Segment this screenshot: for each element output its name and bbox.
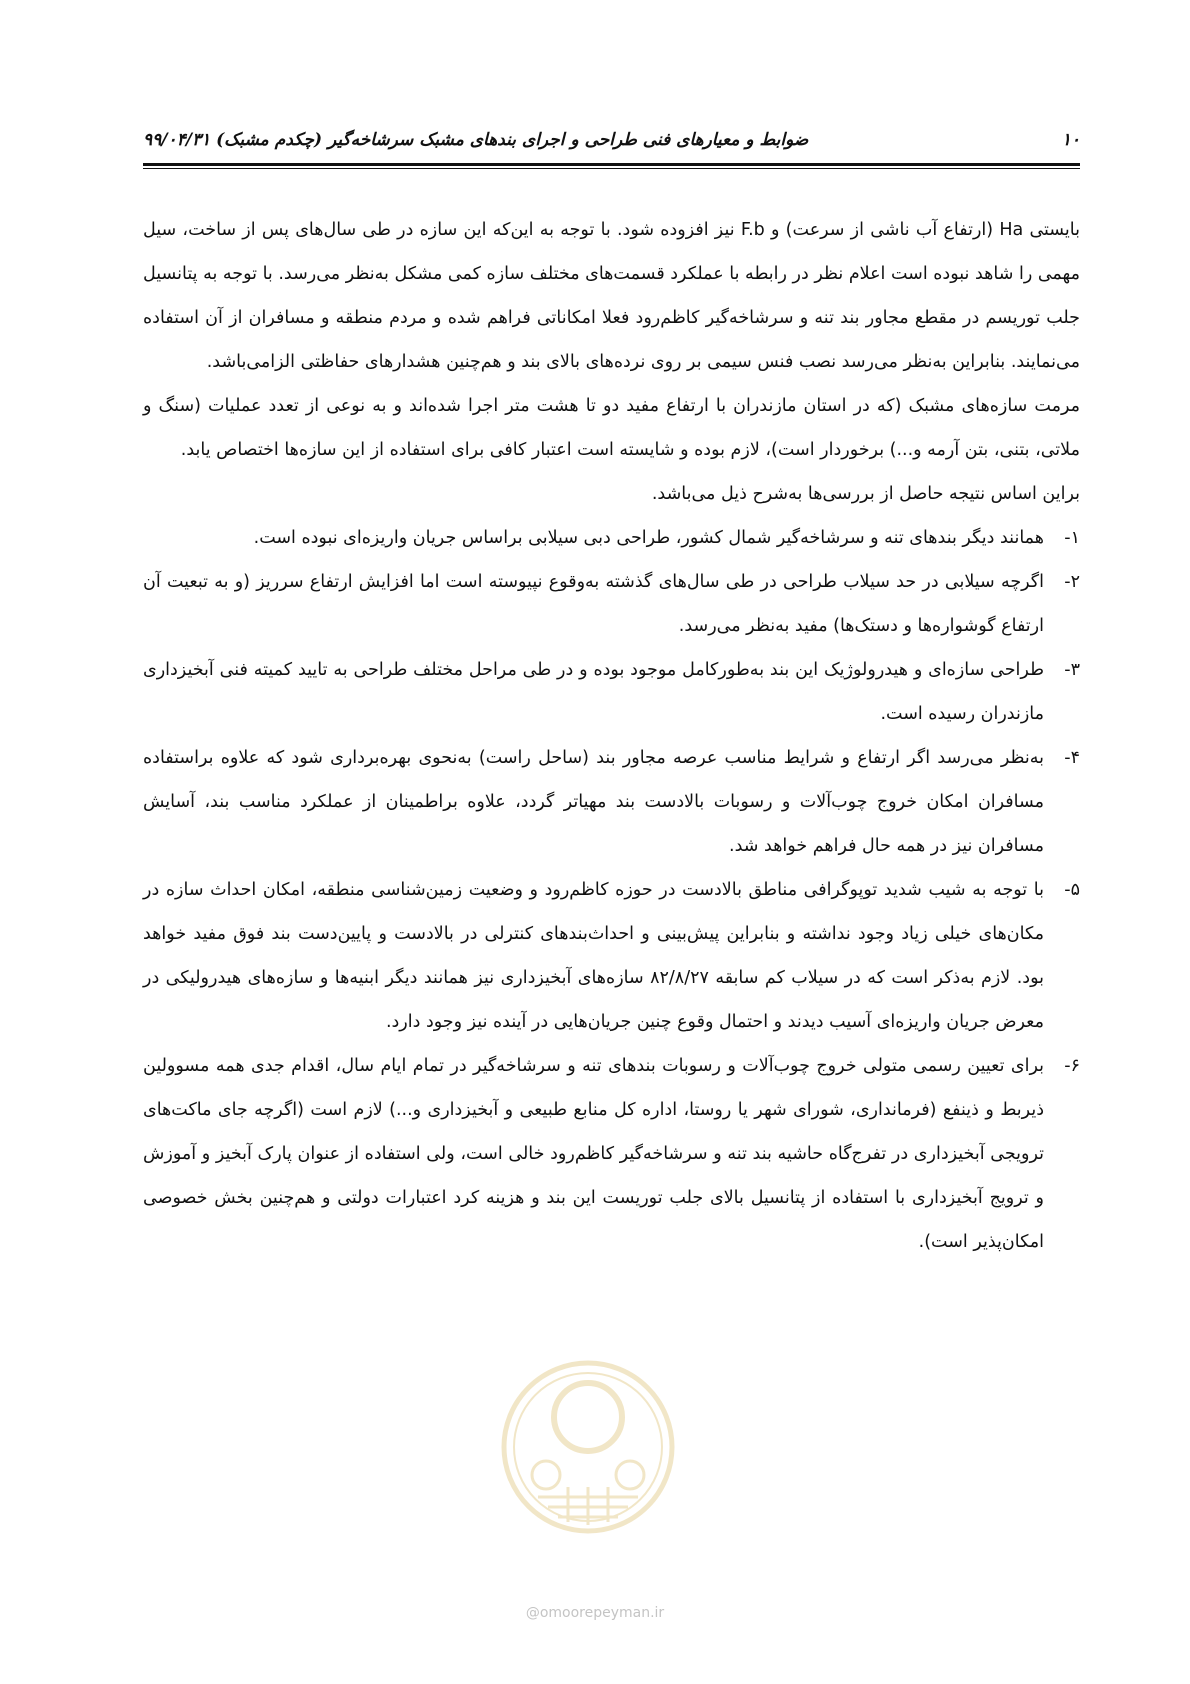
list-number: ۳- <box>1064 660 1080 680</box>
list-item <box>143 736 1080 868</box>
header-title: ضوابط و معیارهای فنی طراحی و اجرای بندهای مشبک سرشاخه‌گیر (چکدم مشبک) ۹۹/۰۴/۳۱ <box>143 130 809 150</box>
list-item <box>143 868 1080 1044</box>
paragraph-2: مرمت سازه‌های مشبک (که در استان مازندران با ارتفاع مفید دو تا هشت متر اجرا شده‌اند و به نوعی از تعدد عملیات (سنگ و ملاتی، بتنی، بتن آرمه و...) برخوردار است)، لازم بوده و شایسته است اعتبار کافی برای استفاده از این سازه‌ها اختصاص یابد. <box>143 396 1080 460</box>
watermark-url: @omoorepeyman.ir <box>525 1605 665 1621</box>
header-rule <box>143 163 1080 169</box>
document-body <box>143 208 1080 1264</box>
list-item <box>143 516 1080 560</box>
list-text: طراحی سازه‌ای و هیدرولوژیک این بند به‌طورکامل موجود بوده و در طی مراحل مختلف طراحی به تایید کمیته فنی آبخیزداری مازندران رسیده است. <box>143 660 1044 724</box>
list-item <box>143 1044 1080 1264</box>
list-text: همانند دیگر بندهای تنه و سرشاخه‌گیر شمال کشور، طراحی دبی سیلابی براساس جریان واریزه‌ای نبوده است. <box>253 528 1044 548</box>
paragraph-1: بایستی Ha (ارتفاع آب ناشی از سرعت) و F.b نیز افزوده شود. با توجه به این‌که این سازه در طی سال‌های پس از ساخت، سیل مهمی را شاهد نبوده است اعلام نظر در رابطه با عملکرد قسمت‌های مختلف سازه کمی مشکل به‌نظر می‌رسد. با توجه به پتانسیل جلب توریسم در مقطع مجاور بند تنه و سرشاخه‌گیر کاظم‌رود فعلا امکاناتی فراهم شده و مردم منطقه و مسافران از آن استفاده می‌نمایند. بنابراین به‌نظر می‌رسد نصب فنس سیمی بر روی نرده‌های بالای بند و هم‌چنین هشدارهای حفاظتی الزامی‌باشد. <box>143 220 1080 372</box>
page-header <box>143 128 1080 158</box>
list-number: ۴- <box>1064 748 1080 768</box>
list-number: ۵- <box>1064 880 1080 900</box>
list-text: با توجه به شیب شدید توپوگرافی مناطق بالادست در حوزه کاظم‌رود و وضعیت زمین‌شناسی منطقه، امکان احداث سازه در مکان‌های خیلی زیاد وجود نداشته و بنابراین پیش‌بینی و احداث‌بندهای کنترلی در بالادست و پایین‌دست بند فوق مفید خواهد بود. لازم به‌ذکر است که در سیلاب کم سابقه ۸۲/۸/۲۷ سازه‌های آبخیزداری نیز همانند دیگر ابنیه‌ها و سازه‌های هیدرولیکی در معرض جریان واریزه‌ای آسیب دیدند و احتمال وقوع چنین جریان‌هایی در آینده نیز وجود دارد. <box>143 880 1044 1032</box>
list-item <box>143 648 1080 736</box>
watermark-logo <box>498 1357 678 1537</box>
list-number: ۶- <box>1064 1056 1080 1076</box>
list-text: برای تعیین رسمی متولی خروج چوب‌آلات و رسوبات بندهای تنه و سرشاخه‌گیر در تمام ایام سال، اقدام جدی همه مسوولین ذیربط و ذینفع (فرمانداری، شورای شهر یا روستا، اداره کل منابع طبیعی و آبخیزداری و...) لازم است (اگرچه جای ماکت‌های ترویجی آبخیزداری در تفرج‌گاه حاشیه بند تنه و سرشاخه‌گیر کاظم‌رود خالی است، ولی استفاده از عنوان پارک آبخیز و آموزش و ترویج آبخیزداری با استفاده از پتانسیل بالای جلب توریست این بند و هزینه کرد اعتبارات دولتی و هم‌چنین بخش خصوصی امکان‌پذیر است). <box>143 1056 1044 1252</box>
list-text: اگرچه سیلابی در حد سیلاب طراحی در طی سال‌های گذشته به‌وقوع نپیوسته است اما افزایش ارتفاع سرریز (و به تبعیت آن ارتفاع گوشواره‌ها و دستک‌ها) مفید به‌نظر می‌رسد. <box>143 572 1044 636</box>
list-item <box>143 560 1080 648</box>
list-number: ۱- <box>1064 528 1080 548</box>
list-text: به‌نظر می‌رسد اگر ارتفاع و شرایط مناسب عرصه مجاور بند (ساحل راست) به‌نحوی بهره‌برداری شود که علاوه براستفاده مسافران امکان خروج چوب‌آلات و رسوبات بالادست بند مهیاتر گردد، علاوه براطمینان از عملکرد مناسب بند، آسایش مسافران نیز در همه حال فراهم خواهد شد. <box>143 748 1044 856</box>
paragraph-3: براین اساس نتیجه حاصل از بررسی‌ها به‌شرح ذیل می‌باشد. <box>651 484 1080 504</box>
list-number: ۲- <box>1064 572 1080 592</box>
page-number: ۱۰ <box>1061 130 1080 150</box>
findings-list <box>143 516 1080 1264</box>
